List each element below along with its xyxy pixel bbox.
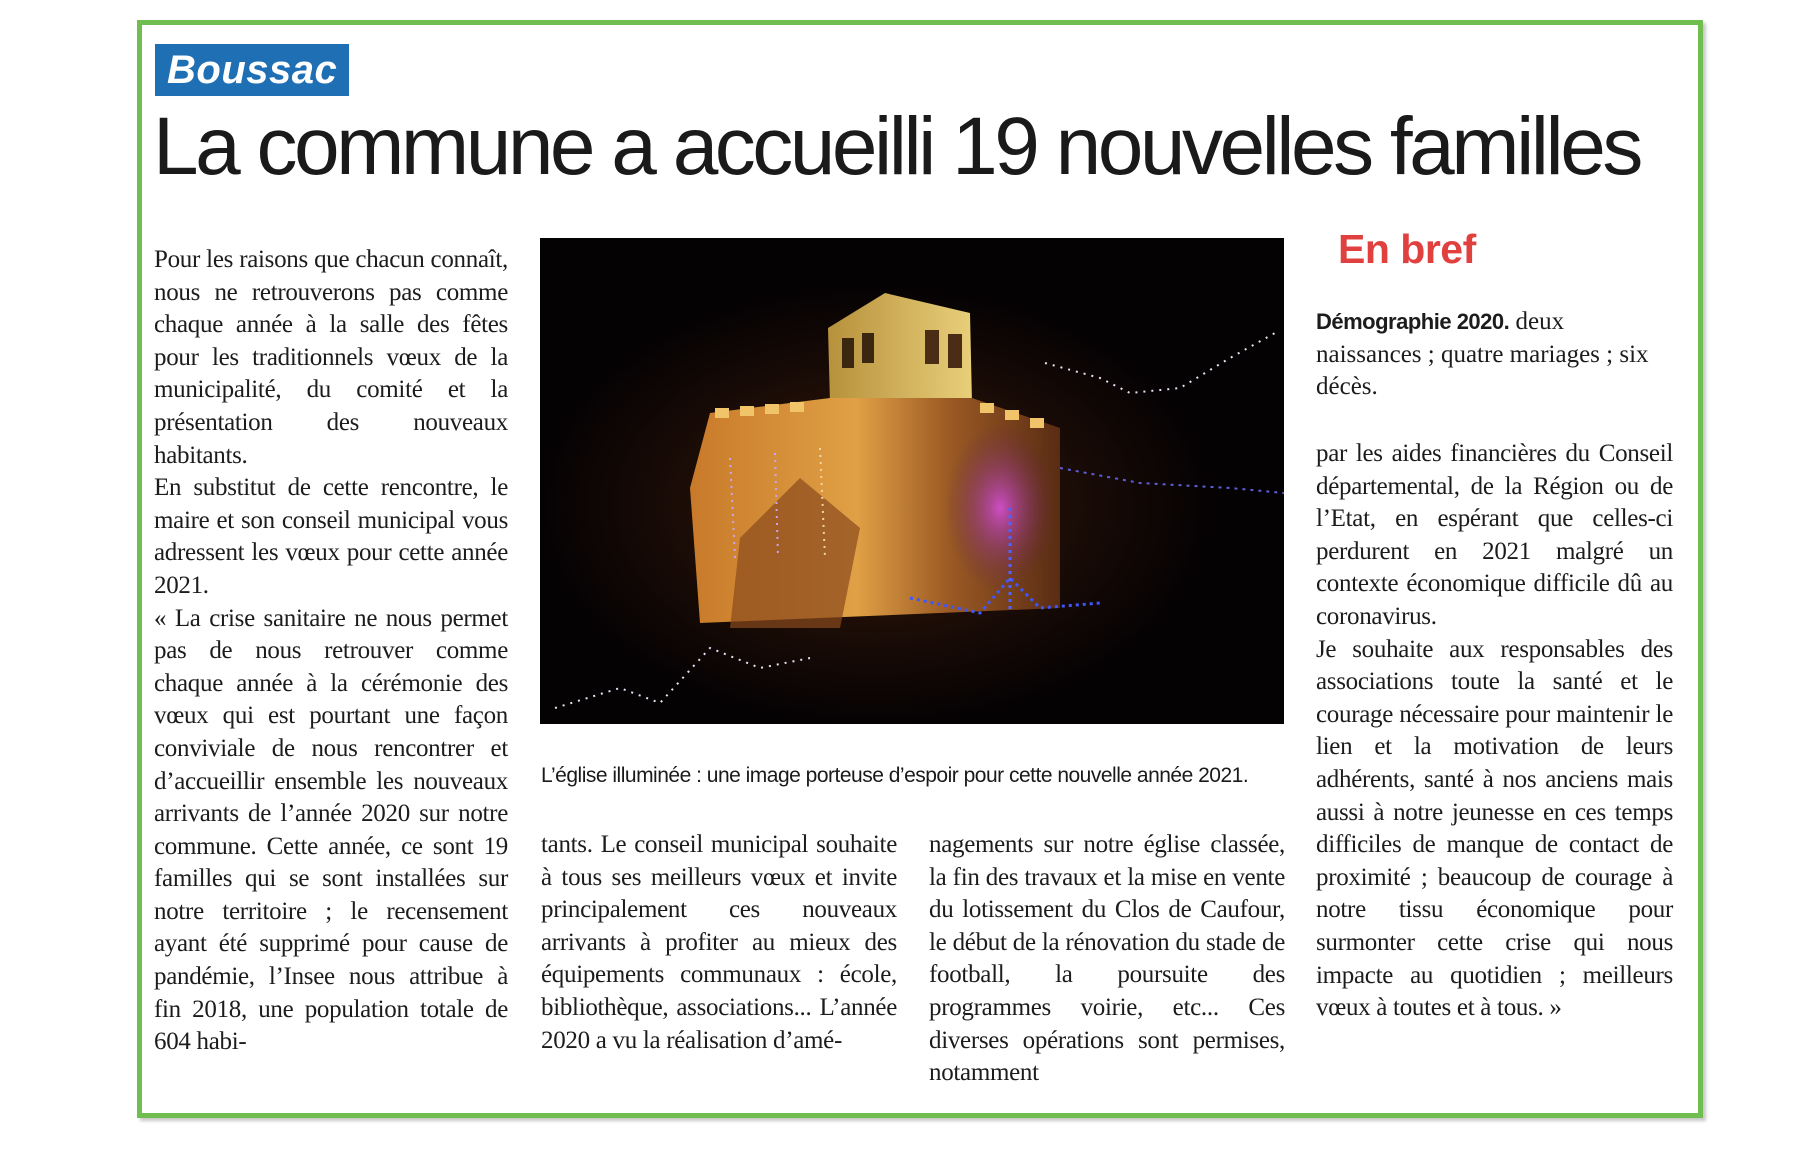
brief-item [1316, 306, 1673, 404]
paragraph: par les aides financières du Conseil départemental, de la Région ou de l’Etat, en espérant que celles-ci perdurent en 2021 malgré un contexte économique difficile dû au coronavirus. [1316, 440, 1673, 630]
brief-text: deux naissances ; quatre mariages ; six décès. [1316, 308, 1649, 401]
photo-caption: L’église illuminée : une image porteuse d’espoir pour cette nouvelle année 2021. [541, 764, 1249, 787]
text-column-2 [541, 829, 897, 1057]
text-column-1 [154, 244, 508, 1059]
brief-lead: Démographie 2020. [1316, 309, 1510, 334]
paragraph: « La crise sanitaire ne nous permet pas de nous retrouver comme chaque année à la cérémonie des vœux qui est pourtant une façon conviviale de nous rencontrer et d’accueillir ensemble les nouveaux arrivants de l’année 2020 sur notre commune. Cette année, ce sont 19 familles qui se sont installées sur notre territoire ; le recensement ayant été supprimé pour cause de pandémie, l’Insee nous attribue à fin 2018, une population totale de 604 habi- [154, 604, 508, 1056]
brief-title: En bref [1338, 226, 1476, 272]
section-kicker: Boussac [155, 44, 349, 96]
church-photo [540, 238, 1284, 724]
text-column-3 [929, 829, 1285, 1090]
paragraph: Je souhaite aux responsables des associations toute la santé et le courage nécessaire pour maintenir le lien et la motivation de leurs adhérents, santé à nos anciens mais aussi à notre jeunesse en ces temps difficiles de manque de contact de proximité ; beaucoup de courage à notre tissu économique pour surmonter cette crise qui nous impacte au quotidien ; meilleurs vœux à toutes et à tous. » [1316, 635, 1673, 1022]
text-column-4 [1316, 438, 1673, 1025]
paragraph: nagements sur notre église classée, la fin des travaux et la mise en vente du lotissement du Clos de Caufour, le début de la rénovation du stade de football, la poursuite des programmes voirie, etc... Ces diverses opérations sont permises, notamment [929, 831, 1285, 1087]
paragraph: tants. Le conseil municipal souhaite à tous ses meilleurs vœux et invite principalement ces nouveaux arrivants à profiter au mieux des équipements communaux : école, bibliothèque, associations... L’année 2020 a vu la réalisation d’amé- [541, 831, 897, 1054]
paragraph: En substitut de cette rencontre, le maire et son conseil municipal vous adressent les vœux pour cette année 2021. [154, 474, 508, 599]
paragraph: Pour les raisons que chacun connaît, nous ne retrouverons pas comme chaque année à la salle des fêtes pour les traditionnels vœux de la municipalité, du comité et la présentation des nouveaux habitants. [154, 246, 508, 469]
article-headline: La commune a accueilli 19 nouvelles familles [153, 101, 1640, 192]
